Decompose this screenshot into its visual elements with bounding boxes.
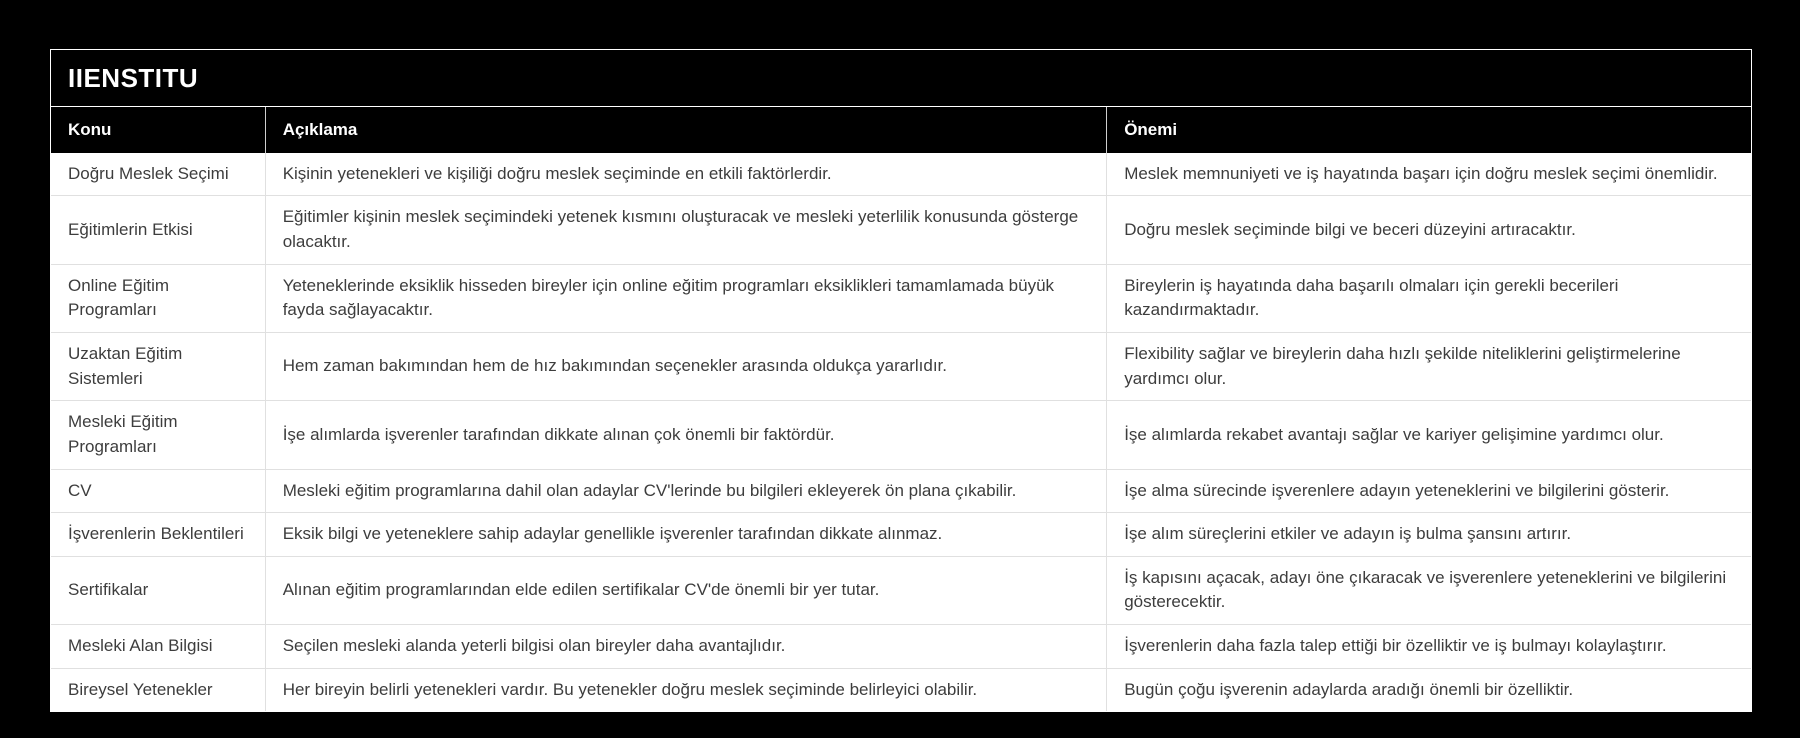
cell-konu: Mesleki Alan Bilgisi [51, 625, 265, 669]
cell-onemi: İşe alma sürecinde işverenlere adayın yeteneklerini ve bilgilerini gösterir. [1107, 469, 1751, 513]
table-row [51, 401, 1751, 469]
column-header-aciklama: Açıklama [265, 107, 1107, 153]
table-row [51, 264, 1751, 332]
cell-onemi: İşverenlerin daha fazla talep ettiği bir özelliktir ve iş bulmayı kolaylaştırır. [1107, 625, 1751, 669]
table-header-row [51, 107, 1751, 153]
cell-aciklama: Seçilen mesleki alanda yeterli bilgisi olan bireyler daha avantajlıdır. [265, 625, 1107, 669]
cell-konu: Uzaktan Eğitim Sistemleri [51, 333, 265, 401]
cell-aciklama: Kişinin yetenekleri ve kişiliği doğru meslek seçiminde en etkili faktörlerdir. [265, 153, 1107, 196]
cell-konu: Mesleki Eğitim Programları [51, 401, 265, 469]
cell-onemi: Doğru meslek seçiminde bilgi ve beceri düzeyini artıracaktır. [1107, 196, 1751, 264]
table-row [51, 196, 1751, 264]
table-row [51, 333, 1751, 401]
table-row [51, 153, 1751, 196]
table-row [51, 469, 1751, 513]
cell-aciklama: Mesleki eğitim programlarına dahil olan adaylar CV'lerinde bu bilgileri ekleyerek ön plana çıkabilir. [265, 469, 1107, 513]
cell-onemi: Flexibility sağlar ve bireylerin daha hızlı şekilde niteliklerini geliştirmelerine yardımcı olur. [1107, 333, 1751, 401]
cell-onemi: İşe alımlarda rekabet avantajı sağlar ve kariyer gelişimine yardımcı olur. [1107, 401, 1751, 469]
table-row [51, 556, 1751, 624]
cell-onemi: Bugün çoğu işverenin adaylarda aradığı önemli bir özelliktir. [1107, 668, 1751, 711]
cell-onemi: İşe alım süreçlerini etkiler ve adayın iş bulma şansını artırır. [1107, 513, 1751, 557]
cell-aciklama: Yeteneklerinde eksiklik hisseden bireyler için online eğitim programları eksiklikleri tamamlamada büyük fayda sağlayacaktır. [265, 264, 1107, 332]
cell-aciklama: Alınan eğitim programlarından elde edilen sertifikalar CV'de önemli bir yer tutar. [265, 556, 1107, 624]
cell-konu: CV [51, 469, 265, 513]
page-title: IIENSTITU [51, 50, 1751, 107]
column-header-onemi: Önemi [1107, 107, 1751, 153]
table-row [51, 668, 1751, 711]
cell-aciklama: Her bireyin belirli yetenekleri vardır. Bu yetenekler doğru meslek seçiminde belirleyici olabilir. [265, 668, 1107, 711]
cell-onemi: Bireylerin iş hayatında daha başarılı olmaları için gerekli becerileri kazandırmaktadır. [1107, 264, 1751, 332]
table-row [51, 513, 1751, 557]
cell-konu: İşverenlerin Beklentileri [51, 513, 265, 557]
cell-konu: Bireysel Yetenekler [51, 668, 265, 711]
cell-konu: Online Eğitim Programları [51, 264, 265, 332]
info-table [51, 107, 1751, 711]
cell-onemi: İş kapısını açacak, adayı öne çıkaracak ve işverenlere yeteneklerini ve bilgilerini gösterecektir. [1107, 556, 1751, 624]
cell-onemi: Meslek memnuniyeti ve iş hayatında başarı için doğru meslek seçimi önemlidir. [1107, 153, 1751, 196]
column-header-konu: Konu [51, 107, 265, 153]
cell-aciklama: Eksik bilgi ve yeteneklere sahip adaylar genellikle işverenler tarafından dikkate alınmaz. [265, 513, 1107, 557]
cell-aciklama: İşe alımlarda işverenler tarafından dikkate alınan çok önemli bir faktördür. [265, 401, 1107, 469]
cell-konu: Eğitimlerin Etkisi [51, 196, 265, 264]
table-row [51, 625, 1751, 669]
cell-aciklama: Hem zaman bakımından hem de hız bakımından seçenekler arasında oldukça yararlıdır. [265, 333, 1107, 401]
cell-konu: Doğru Meslek Seçimi [51, 153, 265, 196]
cell-aciklama: Eğitimler kişinin meslek seçimindeki yetenek kısmını oluşturacak ve mesleki yeterlilik konusunda gösterge olacaktır. [265, 196, 1107, 264]
cell-konu: Sertifikalar [51, 556, 265, 624]
table-card [50, 49, 1752, 712]
